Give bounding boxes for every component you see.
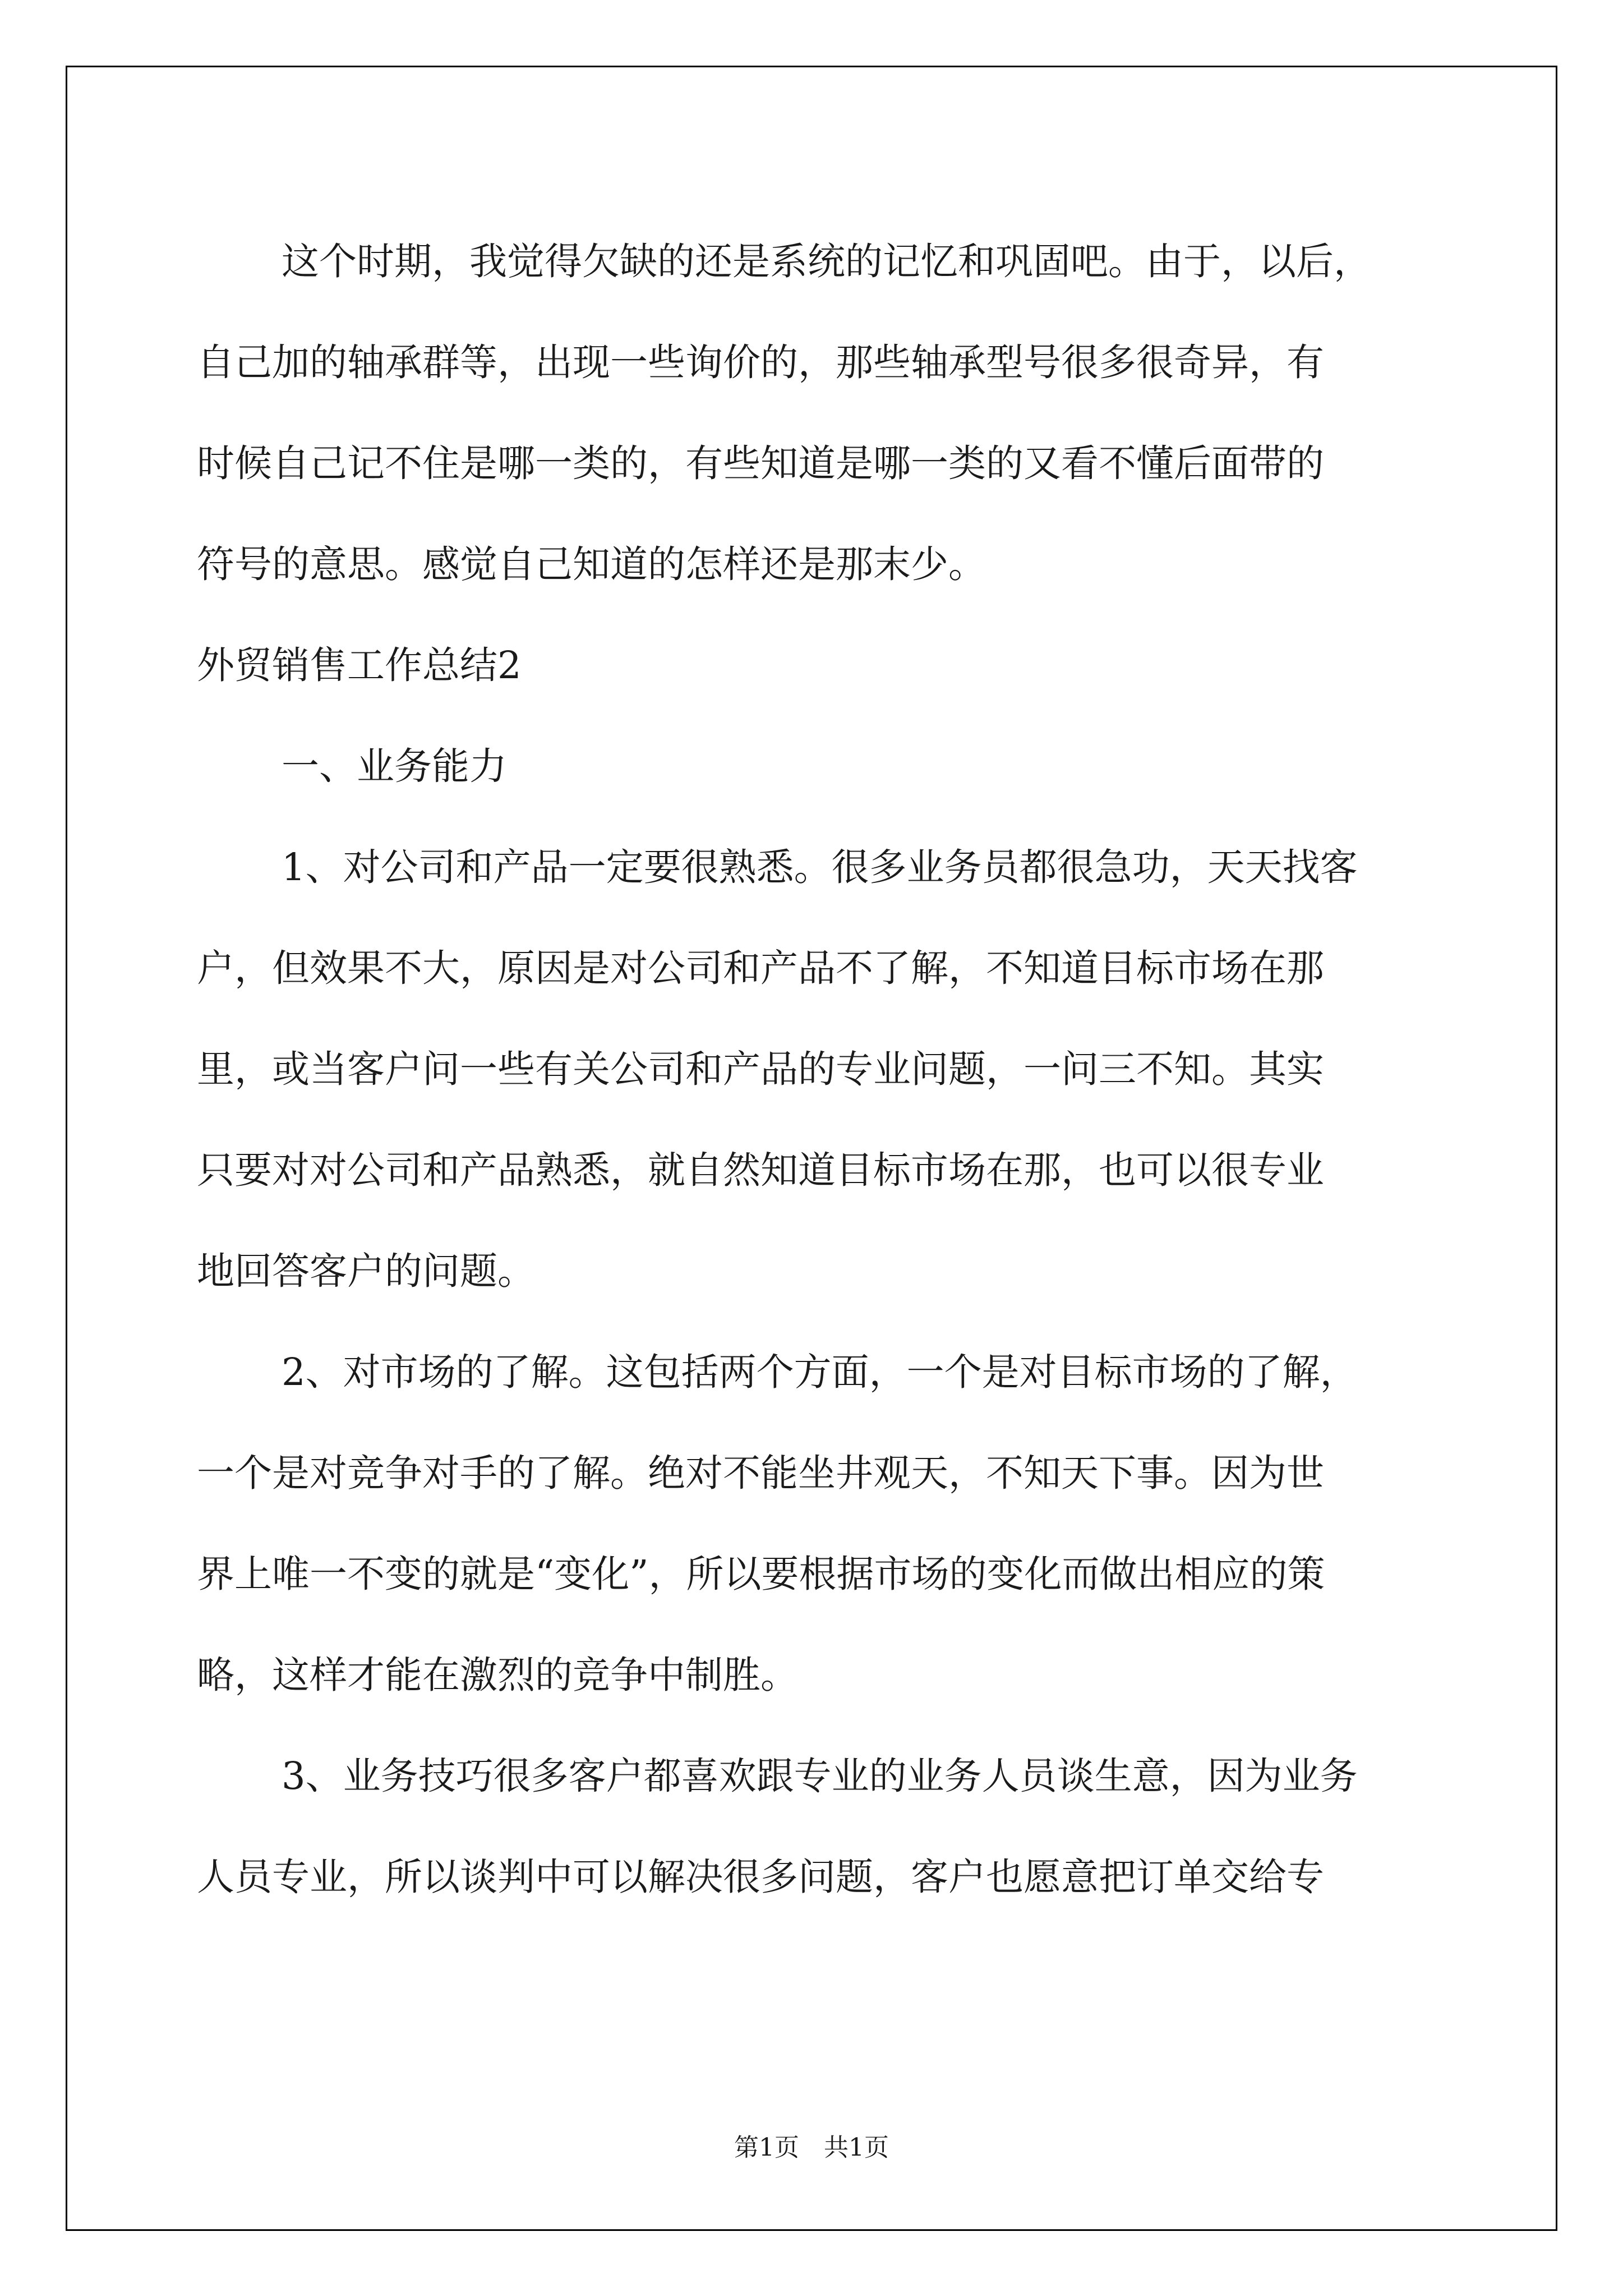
text-line-7: 1、对公司和产品一定要很熟悉。很多业务员都很急功，天天找客 (282, 845, 1358, 889)
text-line-15: 略，这样才能在激烈的竞争中制胜。 (197, 1653, 798, 1697)
page-footer: 第1页 共1页 (734, 2133, 889, 2162)
text-line-3: 时候自己记不住是哪一类的，有些知道是哪一类的又看不懂后面带的 (197, 441, 1324, 485)
section-heading: 外贸销售工作总结2 (197, 643, 522, 687)
text-line-12: 2、对市场的了解。这包括两个方面，一个是对目标市场的了解， (282, 1350, 1358, 1394)
text-line-14: 界上唯一不变的就是“变化”，所以要根据市场的变化而做出相应的策 (197, 1552, 1325, 1596)
text-line-17: 人员专业，所以谈判中可以解决很多问题，客户也愿意把订单交给专 (197, 1855, 1324, 1899)
text-line-4: 符号的意思。感觉自己知道的怎样还是那末少。 (197, 542, 986, 586)
text-line-13: 一个是对竞争对手的了解。绝对不能坐井观天，不知天下事。因为世 (197, 1451, 1324, 1495)
text-line-8: 户，但效果不大，原因是对公司和产品不了解，不知道目标市场在那 (197, 946, 1324, 990)
text-line-1: 这个时期，我觉得欠缺的还是系统的记忆和巩固吧。由于，以后， (282, 240, 1371, 283)
text-line-11: 地回答客户的问题。 (197, 1249, 535, 1293)
text-line-16: 3、业务技巧很多客户都喜欢跟专业的业务人员谈生意，因为业务 (282, 1754, 1358, 1798)
subheading: 一、业务能力 (282, 744, 507, 788)
text-line-10: 只要对对公司和产品熟悉，就自然知道目标市场在那，也可以很专业 (197, 1148, 1324, 1192)
text-line-9: 里，或当客户问一些有关公司和产品的专业问题，一问三不知。其实 (197, 1047, 1324, 1091)
text-line-2: 自己加的轴承群等，出现一些询价的，那些轴承型号很多很奇异，有 (197, 341, 1324, 384)
